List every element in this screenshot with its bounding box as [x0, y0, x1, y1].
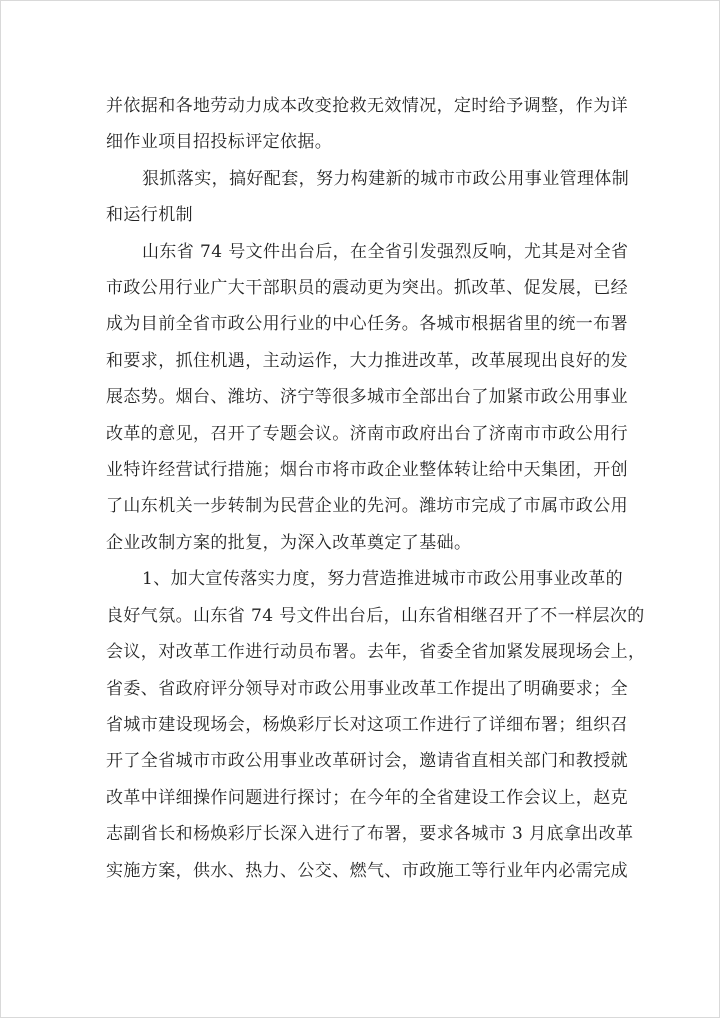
text-line: 会议，对改革工作进行动员布署。去年，省委全省加紧发展现场会上，: [106, 642, 646, 663]
paragraph-2-heading: [106, 161, 630, 234]
text-line: 了山东机关一步转制为民营企业的先河。潍坊市完成了市属市政公用: [106, 496, 628, 517]
text-line: 细作业项目招投标评定依据。: [106, 132, 333, 153]
text-line: 志副省长和杨焕彩厅长深入进行了布署，要求各城市 3 月底拿出改革: [106, 824, 634, 845]
text-line: 成为目前全省市政公用行业的中心任务。各城市根据省里的统一布署: [106, 314, 628, 335]
paragraph-4: [106, 561, 646, 889]
text-line: 1、加大宣传落实力度，努力营造推进城市市政公用事业改革的: [142, 569, 624, 590]
paragraph-1: [106, 88, 628, 161]
text-line: 企业改制方案的批复，为深入改革奠定了基础。: [106, 532, 472, 553]
text-line: 改革中详细操作问题进行探讨；在今年的全省建设工作会议上，赵克: [106, 787, 628, 808]
text-line: 省委、省政府评分领导对市政公用事业改革工作提出了明确要求；全: [106, 678, 628, 699]
text-line: 良好气氛。山东省 74 号文件出台后，山东省相继召开了不一样层次的: [106, 605, 645, 626]
text-line: 省城市建设现场会，杨焕彩厅长对这项工作进行了详细布署；组织召: [106, 714, 628, 735]
text-line: 并依据和各地劳动力成本改变抢救无效情况，定时给予调整，作为详: [106, 96, 628, 116]
text-line: 和运行机制: [106, 205, 193, 226]
text-line: 开了全省城市市政公用事业改革研讨会，邀请省直相关部门和教授就: [106, 751, 628, 772]
text-line: 实施方案，供水、热力、公交、燃气、市政施工等行业年内必需完成: [106, 860, 628, 881]
text-line: 市政公用行业广大干部职员的震动更为突出。抓改革、促发展，已经: [106, 278, 628, 299]
text-line: 和要求，抓住机遇，主动运作，大力推进改革，改革展现出良好的发: [106, 350, 628, 371]
paragraph-3: [106, 234, 629, 562]
text-line: 狠抓落实，搞好配套，努力构建新的城市市政公用事业管理体制: [142, 168, 630, 189]
text-line: 展态势。烟台、潍坊、济宁等很多城市全部出台了加紧市政公用事业: [106, 387, 628, 408]
text-line: 山东省 74 号文件出台后，在全省引发强烈反响，尤其是对全省: [142, 241, 629, 262]
text-line: 改革的意见，召开了专题会议。济南市政府出台了济南市市政公用行: [106, 423, 628, 444]
document-body: [106, 88, 646, 889]
text-line: 业特许经营试行措施；烟台市将市政企业整体转让给中天集团，开创: [106, 460, 628, 481]
